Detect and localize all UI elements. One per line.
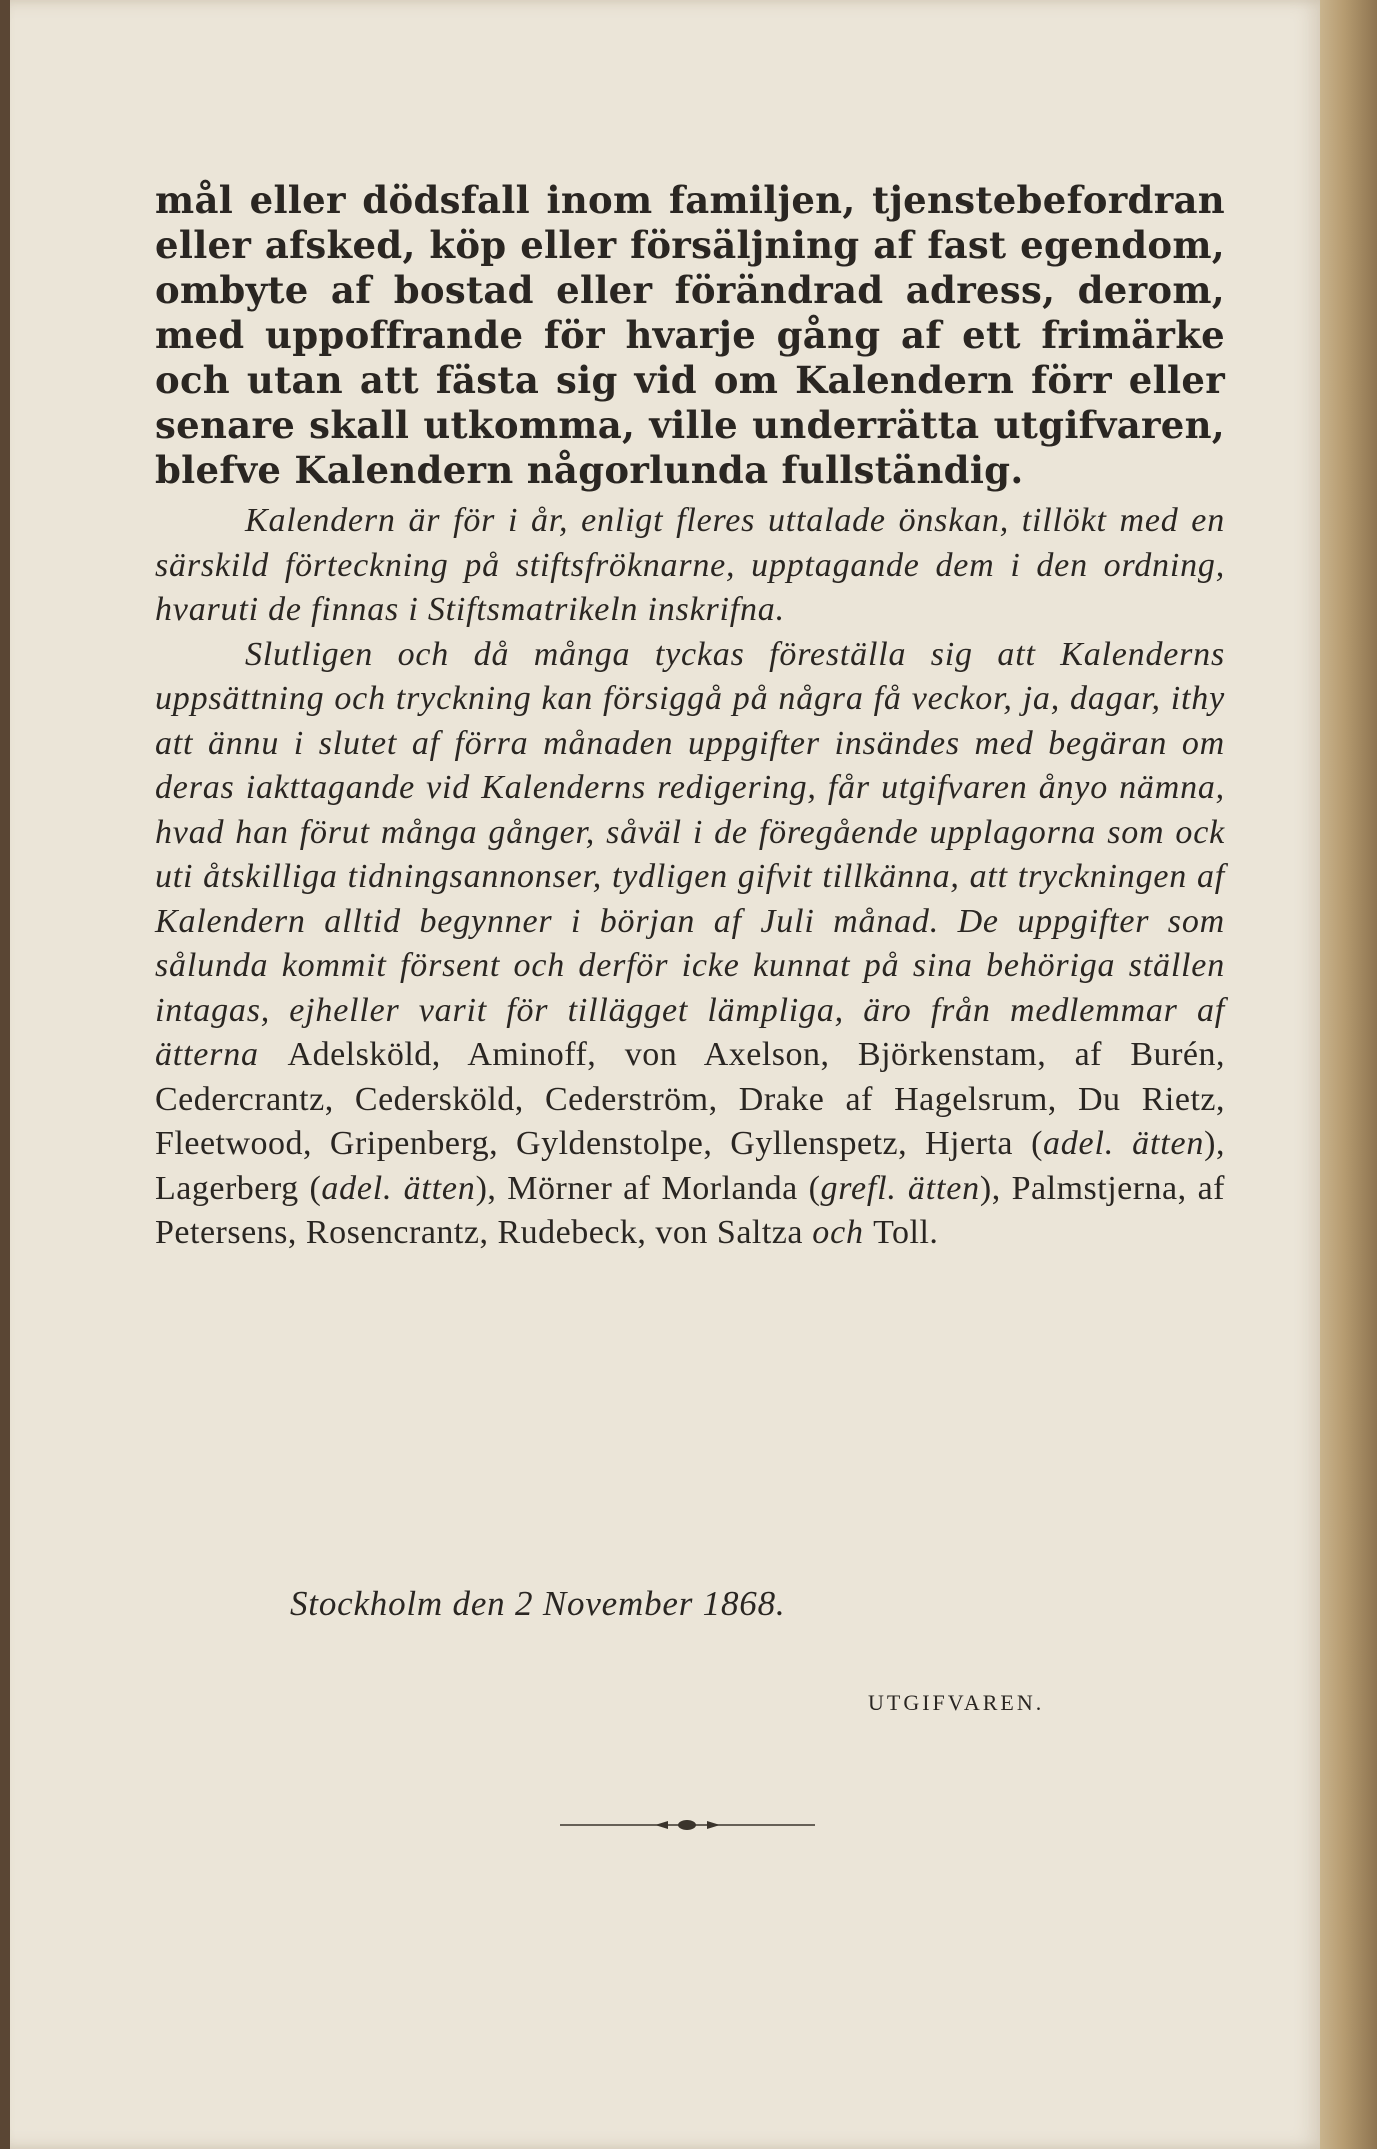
family-note-2: adel. ätten — [321, 1169, 476, 1207]
place-date-line: Stockholm den 2 November 1868. — [290, 1584, 786, 1623]
family-names-4: ), Mörner af Morlanda ( — [475, 1169, 821, 1207]
family-names-5: ), Palmstjerna, af Petersens, Rosencrantz, Rudebeck, von Saltza — [155, 1169, 1225, 1251]
conjunction-och: och — [812, 1214, 864, 1251]
family-names-1: Adelsköld, Aminoff, von Axelson, Björkenstam, af Burén, Cedercrantz, Cedersköld, Cederström, Drake af Hagelsrum, Du Rietz, Fleetwood, Gripenberg, Gyldenstolpe, Gyllenspetz, Hjerta — [155, 1036, 1225, 1162]
family-names-2: ( — [1031, 1125, 1043, 1162]
publisher-signature: UTGIFVAREN. — [868, 1690, 1045, 1715]
book-spine-edge — [0, 0, 10, 2149]
notice-italic-text: Slutligen och då många tyckas föreställa sig att Kalenderns uppsättning och tryckning kan försiggå på några få veckor, ja, dagar, ithy att ännu i slutet af förra månaden uppgifter insändes med begäran om deras iakttagande vid Kalenderns redigering, får utgifvaren ånyo nämna, hvad han förut många gånger, såväl i de föregående upplagorna som ock uti åtskilliga tidningsannonser, tydligen gifvit tillkänna, att tryckningen af Kalendern alltid begynner i början af Juli månad. De uppgifter som sålunda kommit försent och derför icke kunnat på sina behöriga ställen intagas, ejheller varit för tillägget lämpliga, äro från medlemmar af ätterna — [155, 635, 1225, 1073]
paragraph-italic-notice — [155, 633, 1225, 1256]
family-names-3: ), Lagerberg ( — [155, 1125, 1225, 1207]
family-note-3: grefl. ätten — [820, 1169, 980, 1207]
closing-ornament-rule — [560, 1815, 815, 1835]
family-note-1: adel. ätten — [1042, 1125, 1205, 1162]
page-text-block — [155, 178, 1225, 1256]
paragraph-bold: mål eller dödsfall inom familjen, tjenstebefordran eller afsked, köp eller försäljning af fast egendom, ombyte af bostad eller förändrad adress, derom, med uppoffrande för hvarje gång af ett frimärke och utan att fästa sig vid om Kalendern förr eller senare skall utkomma, ville underrätta utgifvaren, blefve Kalendern någorlunda fullständig. — [155, 178, 1225, 492]
page-stack-edge — [1320, 0, 1377, 2149]
family-names-6: Toll. — [873, 1214, 939, 1251]
paragraph-italic-supplement: Kalendern är för i år, enligt fleres uttalade önskan, tillökt med en särskild förteckning på stiftsfröknarne, upptagande dem i den ordning, hvaruti de finnas i Stiftsmatrikeln inskrifna. — [155, 502, 1225, 628]
